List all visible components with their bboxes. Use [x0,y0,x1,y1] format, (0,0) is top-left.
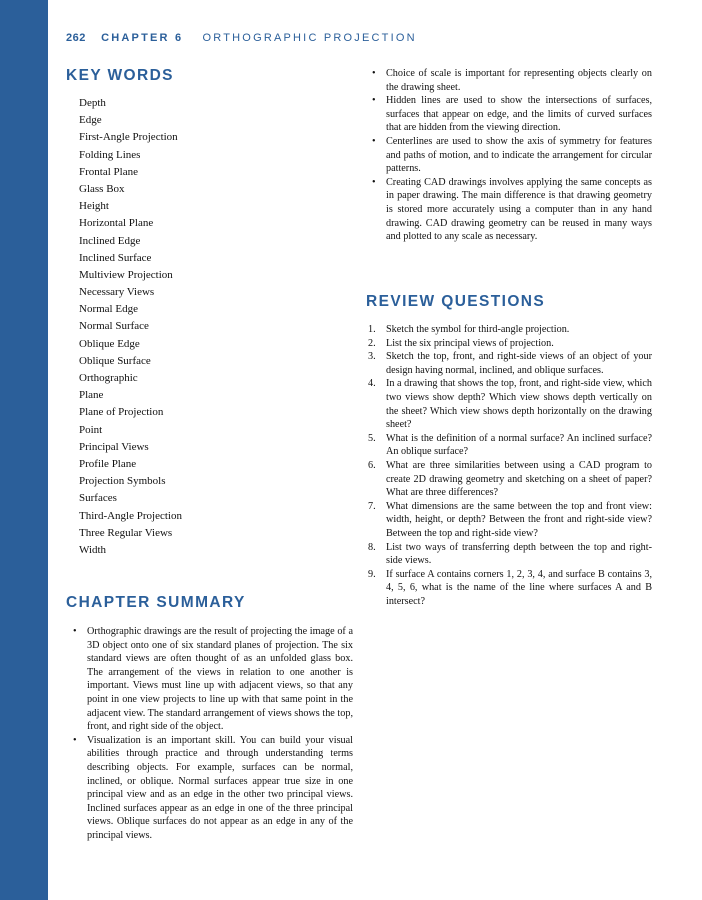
review-question [368,432,652,459]
key-word-item: Glass Box [79,182,125,195]
key-word-item: Inclined Edge [79,234,141,247]
key-word-item: Height [79,200,109,213]
question-number: 9. [368,568,376,580]
running-header [66,32,417,44]
chapter-title: ORTHOGRAPHIC PROJECTION [202,32,417,44]
page-number: 262 [66,32,86,44]
key-words-list [79,95,182,559]
question-text: List the six principal views of projection. [386,337,554,349]
bullet-icon: • [372,176,376,188]
key-word-item: Point [79,423,103,436]
summary-bullet-text: Hidden lines are used to show the intersections of surfaces, surfaces that appear on edge, and the limits of curved surfaces that are hidden from the viewing direction. [386,95,652,134]
review-question [368,459,652,500]
question-text: In a drawing that shows the top, front, and right-side view, which two views show depth? Which view shows depth vertically on the sheet? Which view shows depth horizontally on the drawing sheet? [386,378,652,431]
key-word-item: Normal Edge [79,303,138,316]
key-word-item: Folding Lines [79,148,141,161]
review-question [368,541,652,568]
summary-bullet [372,67,652,94]
summary-bullet-text: Choice of scale is important for representing objects clearly on the drawing sheet. [386,68,652,93]
summary-bullet-text: Centerlines are used to show the axis of symmetry for features and paths of motion, and to indicate the arrangement for circular patterns. [386,135,652,175]
chapter-summary-continued-list [372,67,652,244]
question-number: 5. [368,432,376,444]
bullet-icon: • [73,734,77,746]
question-number: 7. [368,500,376,512]
key-word-item: Width [79,543,107,556]
question-number: 8. [368,541,376,553]
question-text: What dimensions are the same between the top and front view: width, height, or depth? Between the front and right-side view? Between the top and right-side view? [386,500,652,539]
question-text: What are three similarities between using a CAD program to create 2D drawing geometry and sketching on a sheet of paper? What are three differences? [386,459,652,499]
review-questions-heading: REVIEW QUESTIONS [366,293,546,310]
review-questions-list [368,323,652,608]
bullet-icon: • [372,135,376,147]
key-word-item: Projection Symbols [79,475,166,488]
question-text: List two ways of transferring depth between the top and right-side views. [386,541,652,567]
review-question [368,323,652,337]
key-word-item: Three Regular Views [79,526,173,539]
question-text: Sketch the top, front, and right-side views of an object of your design having normal, inclined, and oblique surfaces. [386,351,652,376]
key-word-item: Third-Angle Projection [79,509,182,522]
summary-bullet [73,625,353,734]
bullet-icon: • [372,68,376,79]
summary-bullet [73,734,353,843]
summary-bullet [372,135,652,176]
chapter-label: CHAPTER 6 [101,32,184,44]
key-word-item: Plane of Projection [79,406,164,419]
question-number: 3. [368,351,376,363]
question-text: If surface A contains corners 1, 2, 3, 4, and surface B contains 3, 4, 5, 6, what is the name of the line where surfaces A and B intersect? [386,568,652,607]
key-word-item: Depth [79,97,106,109]
key-word-item: Normal Surface [79,320,149,333]
summary-bullet [372,94,652,135]
summary-bullet-text: Orthographic drawings are the result of projecting the image of a 3D object onto one of six standard planes of projection. The six standard views are often thought of as an unfolded glass box. The arrangement of the views in relation to one another is important. Views must line up with adjacent views, so that any point in one view projects to line up with that same point in the adjacent view. The standard arrangement of views shows the top, front, and right side of the object. [87,626,353,733]
key-word-item: Horizontal Plane [79,217,154,230]
question-text: Sketch the symbol for third-angle projection. [386,324,570,335]
chapter-summary-heading: CHAPTER SUMMARY [66,594,246,611]
review-question [368,500,652,541]
key-word-item: Edge [79,114,102,127]
summary-bullet-text: Visualization is an important skill. You can build your visual abilities through practice and through understanding terms describing objects. For example, surfaces can be normal, inclined, or oblique. Normal surfaces appear true size in one principal view and as an edge in the other two principal views. Inclined surfaces appear as an edge in one of the three principal views. Oblique surfaces do not appear as an edge in any of the principal views. [87,734,353,841]
key-word-item: First-Angle Projection [79,131,178,144]
key-word-item: Multiview Projection [79,268,173,281]
key-word-item: Necessary Views [79,286,155,299]
key-word-item: Oblique Edge [79,337,140,350]
key-word-item: Inclined Surface [79,251,152,264]
key-word-item: Surfaces [79,492,117,505]
question-number: 4. [368,378,376,390]
review-question [368,568,652,609]
chapter-summary-list [73,625,353,843]
question-text: What is the definition of a normal surface? An inclined surface? An oblique surface? [386,432,652,458]
review-question [368,337,652,351]
key-words-heading: KEY WORDS [66,67,174,84]
page-edge-bar [0,0,48,900]
summary-bullet-text: Creating CAD drawings involves applying the same concepts as in paper drawing. The main difference is that drawing geometry is stored more accurately using a computer than in any hand drawing. CAD drawing geometry can be reused in many ways and plotted to any scale as necessary. [386,176,652,243]
question-number: 2. [368,337,376,349]
key-word-item: Orthographic [79,372,138,384]
review-question [368,350,652,377]
question-number: 1. [368,324,376,335]
key-word-item: Principal Views [79,440,149,453]
question-number: 6. [368,459,376,471]
key-word-item: Frontal Plane [79,165,138,178]
bullet-icon: • [372,95,376,107]
summary-bullet [372,176,652,244]
bullet-icon: • [73,626,77,637]
key-word-item: Oblique Surface [79,354,151,367]
key-word-item: Plane [79,389,104,402]
review-question [368,377,652,431]
key-word-item: Profile Plane [79,457,137,470]
